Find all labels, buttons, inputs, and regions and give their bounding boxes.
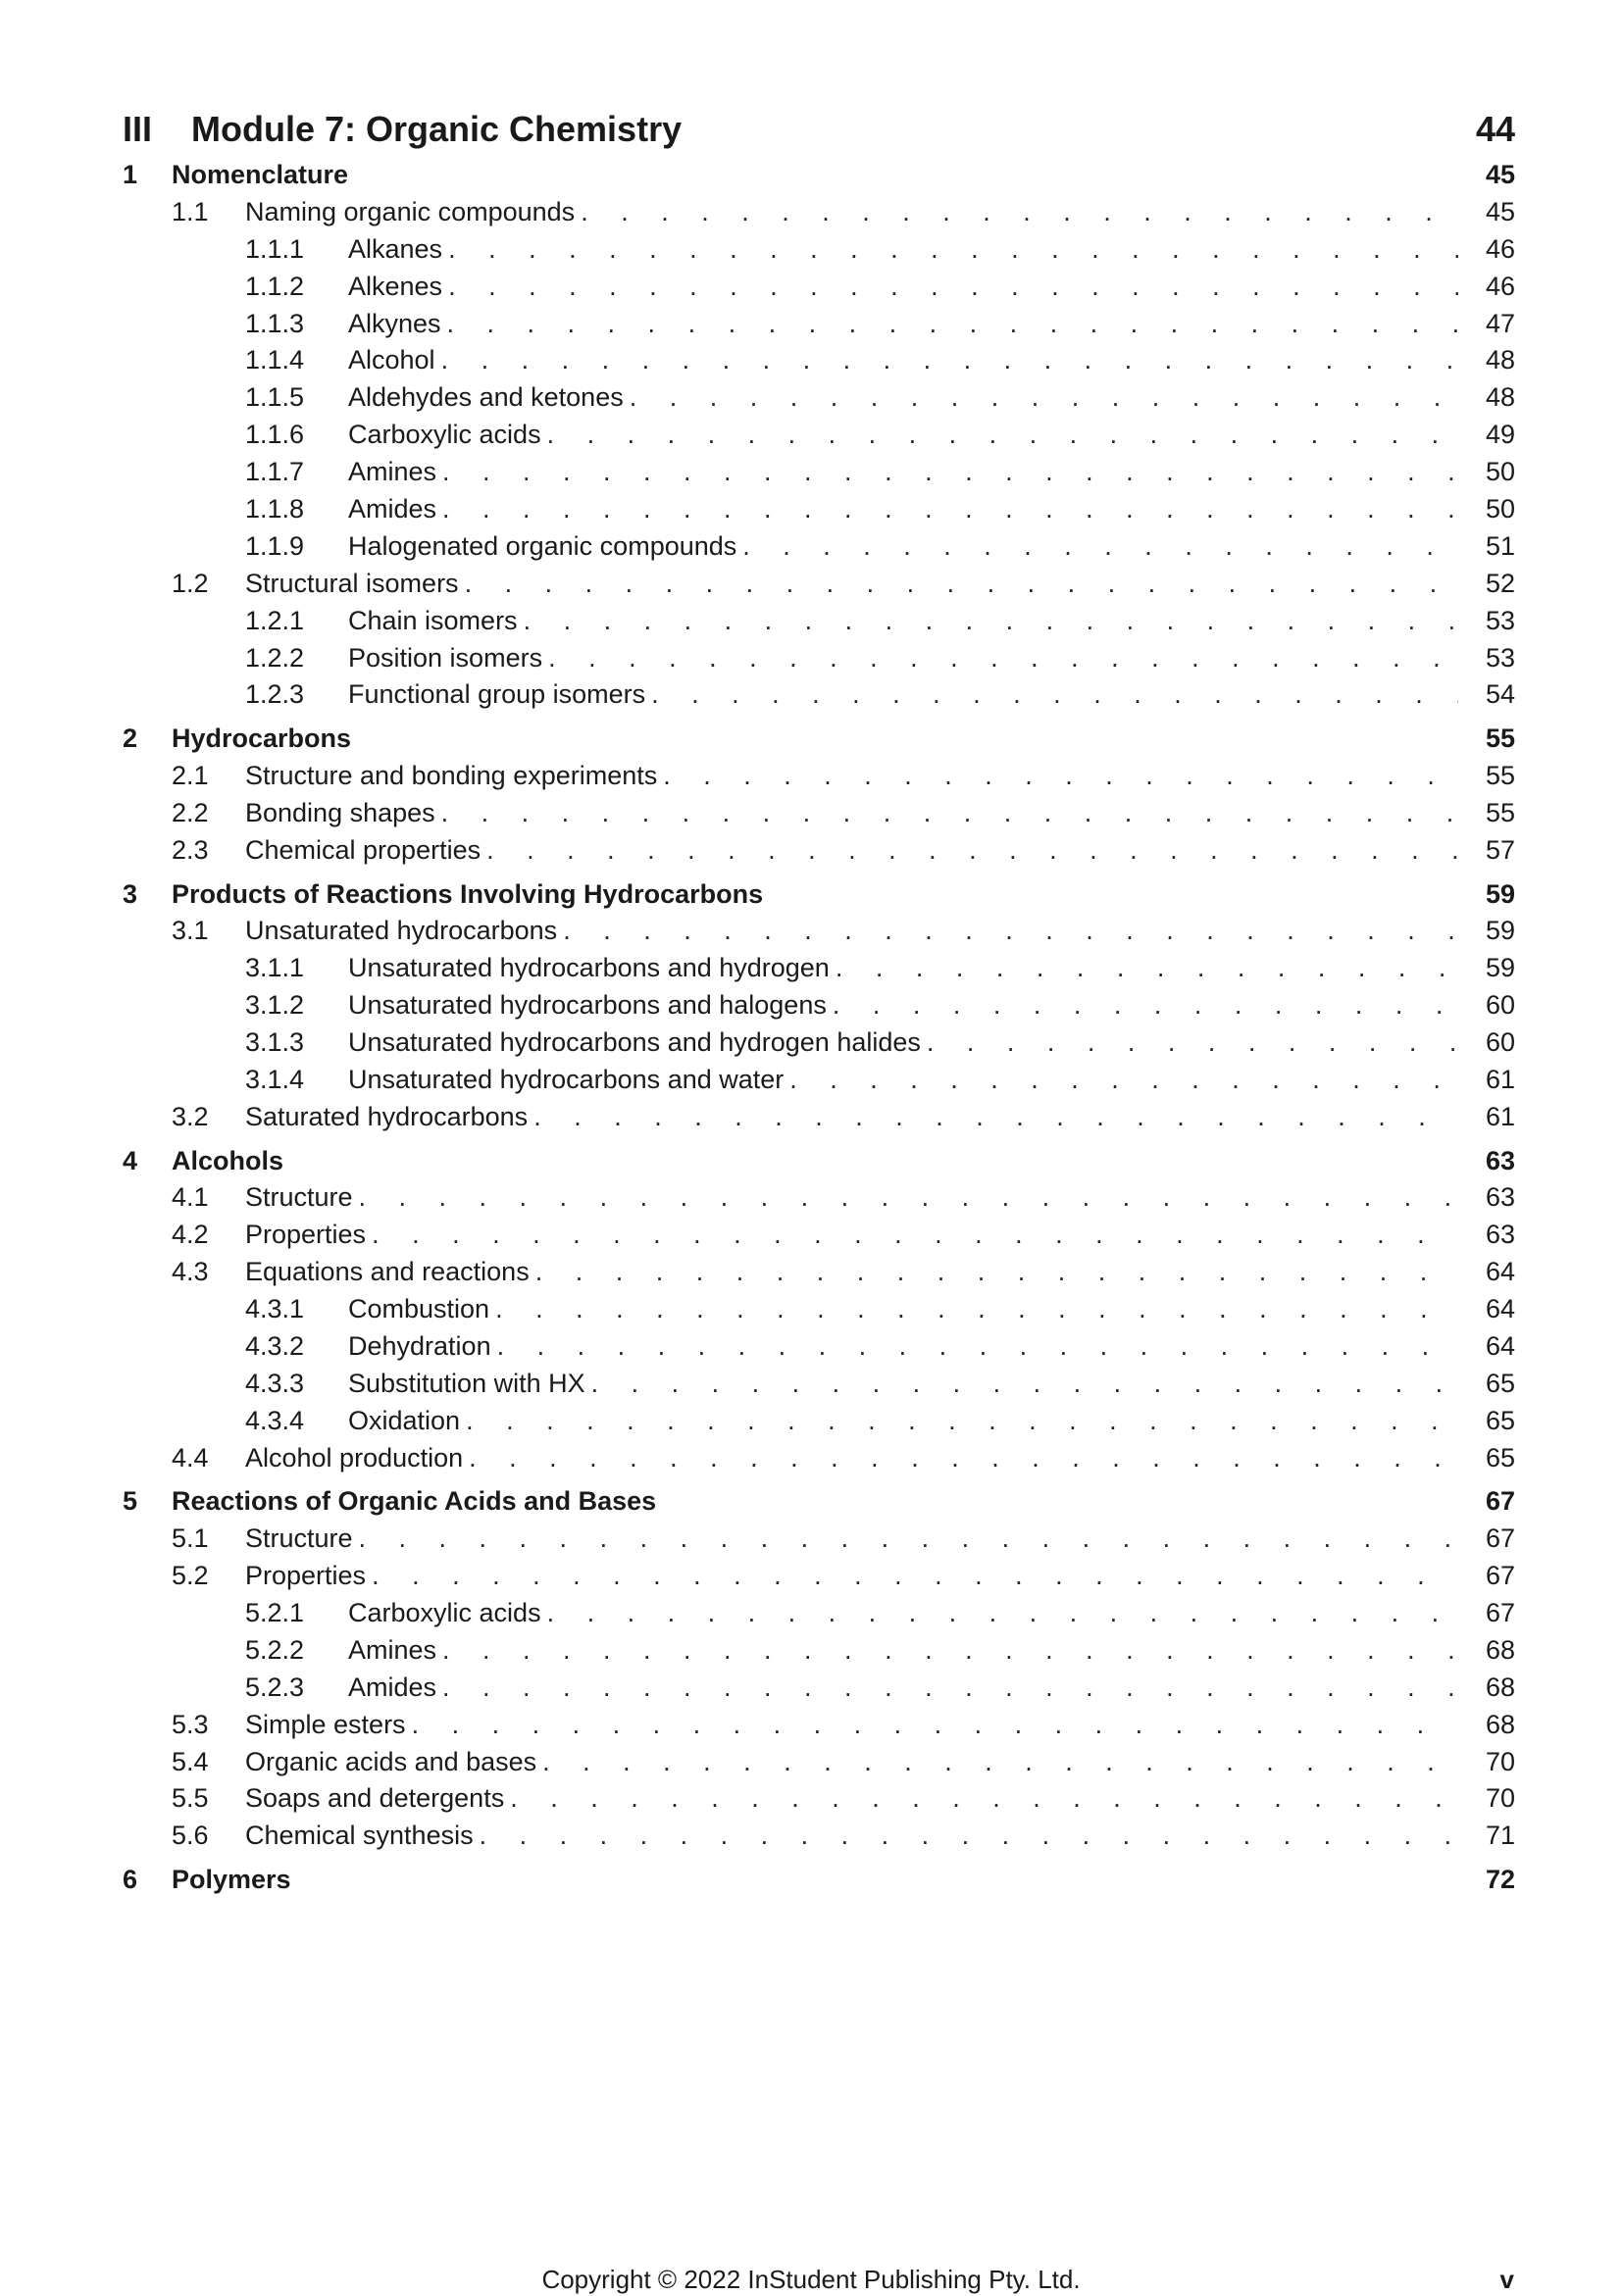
entry-title: Unsaturated hydrocarbons and water xyxy=(348,1064,785,1094)
subsection-entry[interactable] xyxy=(123,417,1515,454)
subsection-entry[interactable] xyxy=(123,379,1515,417)
entry-title: Combustion xyxy=(348,1294,490,1324)
dot-leader xyxy=(372,1217,1458,1254)
entry-number: 5.4 xyxy=(172,1746,209,1776)
subsection-entry[interactable] xyxy=(123,231,1515,269)
section-entry[interactable] xyxy=(123,795,1515,832)
subsection-entry[interactable] xyxy=(123,528,1515,566)
subsection-entry[interactable] xyxy=(123,1403,1515,1440)
page-footer xyxy=(0,2263,1622,2296)
copyright-notice: Copyright © 2022 InStudent Publishing Pty. Ltd. xyxy=(541,2265,1081,2294)
dot-leader xyxy=(547,417,1458,454)
section-entry[interactable] xyxy=(123,1099,1515,1136)
entry-number: 2.1 xyxy=(172,761,209,791)
entry-number: 4.3.1 xyxy=(245,1294,305,1324)
entry-title: Structure xyxy=(245,1523,353,1554)
entry-page: 45 xyxy=(1485,196,1515,226)
entry-page: 49 xyxy=(1485,420,1515,450)
entry-number: 1.1.9 xyxy=(245,530,305,561)
entry-title: Alcohol xyxy=(348,345,435,375)
part-page: 44 xyxy=(1475,109,1515,149)
dot-leader xyxy=(412,1707,1458,1744)
chapter-title: Products of Reactions Involving Hydrocarbons xyxy=(172,878,764,909)
entry-page: 60 xyxy=(1485,990,1515,1021)
entry-title: Unsaturated hydrocarbons and hydrogen xyxy=(348,953,830,983)
section-entry[interactable] xyxy=(123,1440,1515,1477)
entry-page: 65 xyxy=(1485,1368,1515,1398)
chapter-page: 45 xyxy=(1485,160,1515,189)
entry-page: 63 xyxy=(1485,1182,1515,1213)
dot-leader xyxy=(591,1366,1458,1403)
chapter-number: 5 xyxy=(123,1486,138,1517)
dot-leader xyxy=(480,1818,1458,1855)
chapter-number: 2 xyxy=(123,724,138,754)
dot-leader xyxy=(742,528,1458,566)
entry-title: Amides xyxy=(348,1672,437,1702)
chapter-title: Polymers xyxy=(172,1865,291,1895)
section-entry[interactable] xyxy=(123,1818,1515,1855)
entry-title: Dehydration xyxy=(348,1331,491,1361)
entry-page: 63 xyxy=(1485,1220,1515,1250)
chapter-title: Nomenclature xyxy=(172,160,349,189)
entry-title: Properties xyxy=(245,1220,367,1250)
chapter-title: Alcohols xyxy=(172,1145,284,1175)
entry-number: 3.1.3 xyxy=(245,1027,305,1058)
entry-page: 57 xyxy=(1485,834,1515,865)
dot-leader xyxy=(510,1780,1458,1818)
entry-number: 4.3.4 xyxy=(245,1405,305,1435)
part-heading[interactable] xyxy=(123,102,1515,157)
part-number: III xyxy=(123,109,153,149)
entry-title: Chemical synthesis xyxy=(245,1821,474,1851)
entry-number: 1.1.5 xyxy=(245,382,305,413)
dot-leader xyxy=(927,1024,1458,1062)
dot-leader xyxy=(833,987,1458,1024)
section-entry[interactable] xyxy=(123,1254,1515,1291)
entry-title: Properties xyxy=(245,1561,367,1591)
dot-leader xyxy=(651,676,1458,714)
dot-leader xyxy=(447,306,1458,343)
dot-leader xyxy=(372,1558,1458,1595)
entry-number: 4.3.3 xyxy=(245,1368,305,1398)
entry-title: Amines xyxy=(348,1634,437,1665)
chapter-number: 3 xyxy=(123,878,138,909)
entry-number: 1.1.7 xyxy=(245,457,305,487)
subsection-entry[interactable] xyxy=(123,950,1515,987)
entry-page: 70 xyxy=(1485,1746,1515,1776)
chapter-page: 55 xyxy=(1485,724,1515,754)
subsection-entry[interactable] xyxy=(123,454,1515,491)
section-entry[interactable] xyxy=(123,1217,1515,1254)
subsection-entry[interactable] xyxy=(123,1670,1515,1707)
entry-page: 64 xyxy=(1485,1257,1515,1287)
dot-leader xyxy=(442,454,1458,491)
section-entry[interactable] xyxy=(123,913,1515,950)
section-entry[interactable] xyxy=(123,1179,1515,1217)
entry-number: 3.1.2 xyxy=(245,990,305,1021)
entry-title: Chemical properties xyxy=(245,834,482,865)
dot-leader xyxy=(533,1099,1458,1136)
entry-page: 55 xyxy=(1485,797,1515,827)
entry-title: Alkanes xyxy=(348,233,443,264)
chapter-page: 67 xyxy=(1485,1486,1515,1517)
dot-leader xyxy=(789,1062,1458,1099)
section-entry[interactable] xyxy=(123,566,1515,603)
dot-leader xyxy=(448,231,1458,269)
entry-title: Alkenes xyxy=(348,271,443,301)
chapter-page: 59 xyxy=(1485,878,1515,909)
chapter-page: 72 xyxy=(1485,1865,1515,1895)
entry-number: 1.2.2 xyxy=(245,642,305,673)
entry-page: 68 xyxy=(1485,1709,1515,1739)
entry-title: Halogenated organic compounds xyxy=(348,530,737,561)
section-entry[interactable] xyxy=(123,194,1515,231)
dot-leader xyxy=(442,1670,1458,1707)
entry-title: Soaps and detergents xyxy=(245,1783,505,1814)
entry-page: 50 xyxy=(1485,457,1515,487)
entry-title: Alcohol production xyxy=(245,1442,464,1472)
entry-page: 65 xyxy=(1485,1442,1515,1472)
entry-number: 3.2 xyxy=(172,1101,209,1131)
entry-number: 4.3.2 xyxy=(245,1331,305,1361)
dot-leader xyxy=(495,1291,1458,1328)
entry-page: 67 xyxy=(1485,1523,1515,1554)
subsection-entry[interactable] xyxy=(123,987,1515,1024)
entry-title: Chain isomers xyxy=(348,605,518,635)
chapter-heading[interactable] xyxy=(123,1143,1515,1180)
entry-page: 59 xyxy=(1485,953,1515,983)
chapter-number: 6 xyxy=(123,1865,138,1895)
dot-leader xyxy=(486,832,1458,870)
part-title: Module 7: Organic Chemistry xyxy=(191,109,683,149)
dot-leader xyxy=(359,1521,1458,1558)
entry-title: Alkynes xyxy=(348,308,441,338)
page-number: v xyxy=(1499,2265,1514,2294)
dot-leader xyxy=(836,950,1458,987)
entry-page: 61 xyxy=(1485,1101,1515,1131)
section-entry[interactable] xyxy=(123,758,1515,795)
dot-leader xyxy=(581,194,1458,231)
entry-page: 48 xyxy=(1485,382,1515,413)
entry-page: 48 xyxy=(1485,345,1515,375)
dot-leader xyxy=(524,603,1458,640)
entry-number: 3.1 xyxy=(172,916,209,946)
entry-page: 50 xyxy=(1485,494,1515,524)
dot-leader xyxy=(630,379,1458,417)
dot-leader xyxy=(535,1254,1458,1291)
entry-number: 1.2.1 xyxy=(245,605,305,635)
subsection-entry[interactable] xyxy=(123,603,1515,640)
entry-page: 52 xyxy=(1485,568,1515,598)
entry-page: 53 xyxy=(1485,642,1515,673)
chapter-heading[interactable] xyxy=(123,1862,1515,1899)
entry-title: Organic acids and bases xyxy=(245,1746,537,1776)
entry-title: Structure xyxy=(245,1182,353,1213)
section-entry[interactable] xyxy=(123,1521,1515,1558)
entry-page: 46 xyxy=(1485,233,1515,264)
dot-leader xyxy=(542,1744,1458,1781)
entry-page: 53 xyxy=(1485,605,1515,635)
dot-leader xyxy=(465,566,1458,603)
entry-number: 1.2 xyxy=(172,568,209,598)
section-entry[interactable] xyxy=(123,832,1515,870)
dot-leader xyxy=(359,1179,1458,1217)
subsection-entry[interactable] xyxy=(123,1595,1515,1632)
chapter-number: 4 xyxy=(123,1145,138,1175)
dot-leader xyxy=(547,1595,1458,1632)
entry-number: 4.3 xyxy=(172,1257,209,1287)
entry-title: Amides xyxy=(348,494,437,524)
chapter-heading[interactable] xyxy=(123,157,1515,194)
entry-title: Carboxylic acids xyxy=(348,420,541,450)
dot-leader xyxy=(441,342,1458,379)
subsection-entry[interactable] xyxy=(123,1062,1515,1099)
entry-title: Bonding shapes xyxy=(245,797,435,827)
subsection-entry[interactable] xyxy=(123,1291,1515,1328)
entry-number: 5.2.1 xyxy=(245,1598,305,1628)
entry-number: 5.6 xyxy=(172,1821,209,1851)
chapter-title: Hydrocarbons xyxy=(172,724,352,754)
entry-number: 2.3 xyxy=(172,834,209,865)
chapter-heading[interactable] xyxy=(123,876,1515,914)
dot-leader xyxy=(663,758,1458,795)
chapter-page: 63 xyxy=(1485,1145,1515,1175)
entry-number: 4.1 xyxy=(172,1182,209,1213)
section-entry[interactable] xyxy=(123,1558,1515,1595)
entry-page: 64 xyxy=(1485,1331,1515,1361)
entry-title: Amines xyxy=(348,457,437,487)
chapter-list xyxy=(123,157,1515,1899)
entry-page: 54 xyxy=(1485,679,1515,710)
entry-number: 1.1.3 xyxy=(245,308,305,338)
entry-number: 3.1.4 xyxy=(245,1064,305,1094)
entry-page: 71 xyxy=(1485,1821,1515,1851)
chapter-title: Reactions of Organic Acids and Bases xyxy=(172,1486,657,1517)
entry-number: 1.2.3 xyxy=(245,679,305,710)
entry-number: 4.2 xyxy=(172,1220,209,1250)
entry-page: 65 xyxy=(1485,1405,1515,1435)
entry-number: 1.1 xyxy=(172,196,209,226)
entry-title: Position isomers xyxy=(348,642,543,673)
dot-leader xyxy=(442,491,1458,528)
entry-page: 46 xyxy=(1485,271,1515,301)
entry-number: 4.4 xyxy=(172,1442,209,1472)
entry-page: 55 xyxy=(1485,761,1515,791)
entry-title: Simple esters xyxy=(245,1709,406,1739)
entry-number: 1.1.8 xyxy=(245,494,305,524)
subsection-entry[interactable] xyxy=(123,1328,1515,1366)
subsection-entry[interactable] xyxy=(123,640,1515,677)
entry-title: Unsaturated hydrocarbons and hydrogen halides xyxy=(348,1027,921,1058)
entry-page: 67 xyxy=(1485,1598,1515,1628)
dot-leader xyxy=(469,1440,1458,1477)
entry-title: Unsaturated hydrocarbons xyxy=(245,916,558,946)
entry-number: 2.2 xyxy=(172,797,209,827)
entry-page: 68 xyxy=(1485,1634,1515,1665)
entry-page: 51 xyxy=(1485,530,1515,561)
entry-title: Equations and reactions xyxy=(245,1257,530,1287)
chapter-heading[interactable] xyxy=(123,1483,1515,1521)
section-entry[interactable] xyxy=(123,1707,1515,1744)
entry-number: 1.1.2 xyxy=(245,271,305,301)
subsection-entry[interactable] xyxy=(123,306,1515,343)
entry-title: Naming organic compounds xyxy=(245,196,576,226)
entry-title: Functional group isomers xyxy=(348,679,646,710)
dot-leader xyxy=(442,1632,1458,1670)
dot-leader xyxy=(563,913,1458,950)
entry-page: 67 xyxy=(1485,1561,1515,1591)
dot-leader xyxy=(497,1328,1458,1366)
subsection-entry[interactable] xyxy=(123,269,1515,306)
entry-number: 5.3 xyxy=(172,1709,209,1739)
entry-title: Unsaturated hydrocarbons and halogens xyxy=(348,990,827,1021)
subsection-entry[interactable] xyxy=(123,342,1515,379)
entry-number: 5.2 xyxy=(172,1561,209,1591)
entry-title: Oxidation xyxy=(348,1405,461,1435)
entry-page: 60 xyxy=(1485,1027,1515,1058)
table-of-contents xyxy=(123,102,1515,1899)
entry-number: 5.2.3 xyxy=(245,1672,305,1702)
entry-title: Aldehydes and ketones xyxy=(348,382,624,413)
subsection-entry[interactable] xyxy=(123,1366,1515,1403)
entry-page: 61 xyxy=(1485,1064,1515,1094)
subsection-entry[interactable] xyxy=(123,676,1515,714)
dot-leader xyxy=(466,1403,1458,1440)
chapter-heading[interactable] xyxy=(123,721,1515,758)
entry-title: Carboxylic acids xyxy=(348,1598,541,1628)
entry-title: Saturated hydrocarbons xyxy=(245,1101,529,1131)
dot-leader xyxy=(548,640,1458,677)
entry-number: 5.5 xyxy=(172,1783,209,1814)
entry-page: 64 xyxy=(1485,1294,1515,1324)
section-entry[interactable] xyxy=(123,1744,1515,1781)
subsection-entry[interactable] xyxy=(123,1632,1515,1670)
entry-number: 5.2.2 xyxy=(245,1634,305,1665)
section-entry[interactable] xyxy=(123,1780,1515,1818)
entry-page: 70 xyxy=(1485,1783,1515,1814)
entry-number: 5.1 xyxy=(172,1523,209,1554)
dot-leader xyxy=(448,269,1458,306)
entry-page: 47 xyxy=(1485,308,1515,338)
entry-number: 1.1.1 xyxy=(245,233,305,264)
entry-number: 1.1.6 xyxy=(245,420,305,450)
entry-title: Structure and bonding experiments xyxy=(245,761,658,791)
subsection-entry[interactable] xyxy=(123,491,1515,528)
subsection-entry[interactable] xyxy=(123,1024,1515,1062)
entry-page: 68 xyxy=(1485,1672,1515,1702)
chapter-number: 1 xyxy=(123,160,138,189)
entry-title: Structural isomers xyxy=(245,568,459,598)
entry-title: Substitution with HX xyxy=(348,1368,585,1398)
entry-page: 59 xyxy=(1485,916,1515,946)
dot-leader xyxy=(441,795,1458,832)
entry-number: 3.1.1 xyxy=(245,953,305,983)
entry-number: 1.1.4 xyxy=(245,345,305,375)
